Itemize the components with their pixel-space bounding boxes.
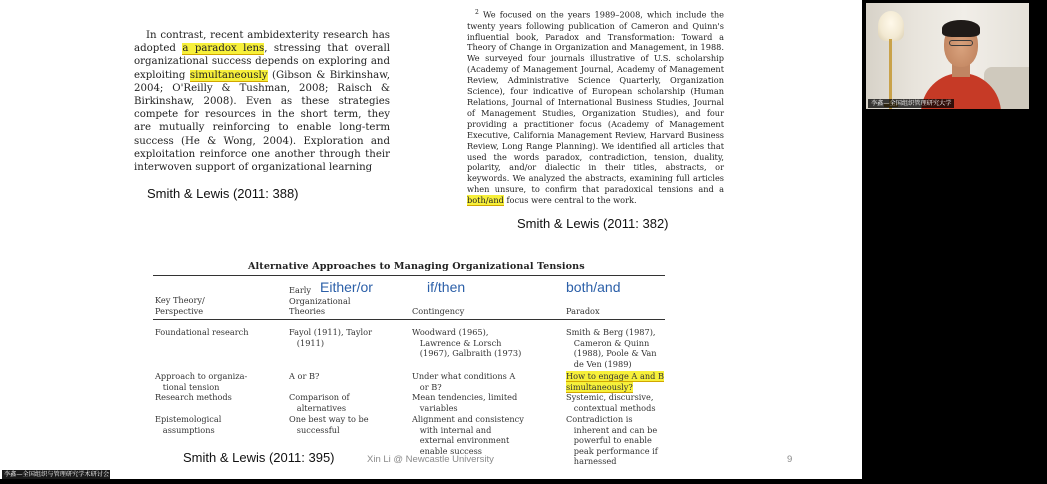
highlight-simultaneously-table: simultaneously? <box>566 381 633 392</box>
label-both-and: both/and <box>566 279 621 295</box>
cell-foundational-contingency: Woodward (1965), Lawrence & Lorsch (1967), Galbraith (1973) <box>412 327 522 358</box>
highlight-how-to-engage: How to engage A and B <box>566 371 664 381</box>
bottom-strip <box>0 479 862 484</box>
label-either-or: Either/or <box>320 279 373 295</box>
lamp-shade <box>878 11 904 41</box>
table-header-rule <box>153 319 665 320</box>
cell-epistemological-contingency: Alignment and consistency with internal and external environment enable success <box>412 414 524 456</box>
citation-table: Smith & Lewis (2011: 395) <box>183 450 335 465</box>
cell-epistemological-early: One best way to be successful <box>289 414 369 435</box>
cell-foundational-paradox: Smith & Berg (1987), Cameron & Quinn (1988), Poole & Van de Ven (1989) <box>566 327 657 369</box>
cell-approach-paradox <box>566 371 664 392</box>
table-title: Alternative Approaches to Managing Organizational Tensions <box>248 261 585 272</box>
cell-approach-early: A or B? <box>289 371 320 381</box>
cell-foundational-early: Fayol (1911), Taylor (1911) <box>289 327 373 348</box>
table-top-rule <box>153 275 665 276</box>
highlight-paradox-lens: a paradox lens <box>182 43 265 55</box>
webcam-name-label: 李鑫—全国组织管理研究大学 <box>868 99 954 108</box>
header-key-theory: Key Theory/ Perspective <box>155 295 205 316</box>
header-early-theories: Early Organizational Theories <box>289 285 351 316</box>
presenter-hair <box>942 20 980 37</box>
row-label-approach: Approach to organiza- tional tension <box>155 371 248 392</box>
excerpt-right-footnote <box>467 8 724 206</box>
webcam-video-tile[interactable] <box>866 3 1029 109</box>
footer-author: Xin Li @ Newcastle University <box>367 454 494 465</box>
page-number: 9 <box>787 454 793 465</box>
row-label-research-methods: Research methods <box>155 392 232 402</box>
row-label-foundational: Foundational research <box>155 327 249 337</box>
cell-methods-contingency: Mean tendencies, limited variables <box>412 392 518 413</box>
highlight-simultaneously: simultaneously <box>189 69 268 81</box>
cell-epistemological-paradox: Contradiction is inherent and can be powerful to enable peak performance if harnessed <box>566 414 658 466</box>
footnote-marker: 2 <box>475 9 479 16</box>
cell-approach-contingency: Under what conditions A or B? <box>412 371 516 392</box>
cell-methods-paradox: Systemic, discursive, contextual methods <box>566 392 656 413</box>
excerpt-left <box>134 29 390 174</box>
footnote-paragraph: $^2$ We focused on the years 1989–2008, which include the twenty years following publication of Cameron and Quinn's influential book, Paradox and Transformation: Toward a Theory of Change in Organization and Management, in 1988. We surveyed four journals illustrative of U.S. scholarship (Academy of Management Journal, Academy of Management Review, Administrative Science Quarterly, Organization Science), four indicative of European scholarship (Human Relations, Journal of International Business Studies, Journal of Management Studies, Organization Studies), and four providing a practitioner focus (Academy of Management Executive, California Management Review, Harvard Business Review, Long Range Planning). We identified all articles that used the words paradox, contradiction, tension, duality, polarity, and/or dialectic in their titles, abstracts, or keywords. We analyzed the abstracts, examining full articles when unsure, to confirm that paradoxical tensions and a both/and focus were central to the work. <box>467 9 724 206</box>
presenter-glasses <box>949 40 973 46</box>
header-contingency: Contingency <box>412 306 465 316</box>
highlight-both-and: both/and <box>467 195 504 206</box>
row-label-epistemological: Epistemological assumptions <box>155 414 222 435</box>
excerpt-left-paragraph: In contrast, recent ambidexterity research has adopted a paradox lens, stressing that overall organizational success depends on exploring and exploiting simultaneously (Gibson & Birkinshaw, 2004; O'Reilly & Tushman, 2008; Raisch & Birkinshaw, 2008). Even as these strategies compete for resources in the short term, they are mutually reinforcing to enable long-term success (He & Wong, 2004). Exploration and exploitation reinforce one another through their interwoven support of organizational learning <box>134 30 390 174</box>
cell-methods-early: Comparison of alternatives <box>289 392 350 413</box>
presenter-name-bar: 李鑫—全国组织与管理研究学术研讨会 <box>4 471 110 478</box>
label-if-then: if/then <box>427 279 466 295</box>
citation-right: Smith & Lewis (2011: 382) <box>517 216 669 231</box>
citation-left: Smith & Lewis (2011: 388) <box>147 186 299 201</box>
header-paradox: Paradox <box>566 306 600 316</box>
